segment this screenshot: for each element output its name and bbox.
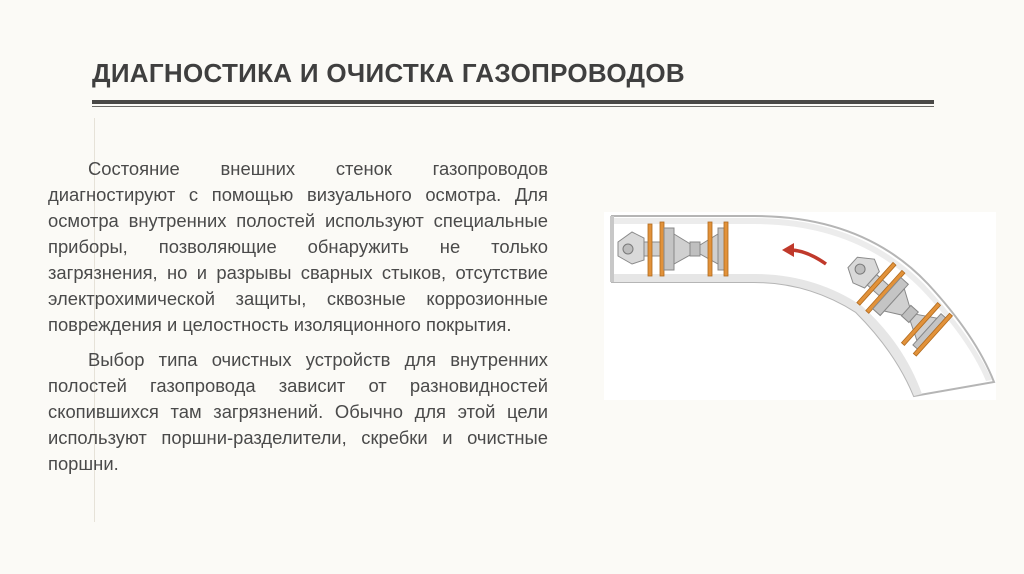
pipe-bend-icon [604,212,996,400]
page-title: ДИАГНОСТИКА И ОЧИСТКА ГАЗОПРОВОДОВ [92,58,685,88]
paragraph-cleaning: Выбор типа очистных устройств для внутренних полостей газопровода зависит от разновидностей скопившихся там загрязнений. Обычно для этой цели используют поршни-разделители, скребки и очистные поршни. [48,349,548,474]
paragraph-diagnostics: Состояние внешних стенок газопроводов диагностируют с помощью визуального осмотра. Для осмотра внутренних полостей используют специальные приборы, позволяющие обнаружить не только загрязнения, но и разрывы сварных стыков, отсутствие электрохимической защиты, сквозные коррозионные повреждения и целостность изоляционного покрытия. [48,158,548,335]
body-text [48,156,548,486]
pipeline-pig-illustration [604,212,996,400]
title-underline-thin [92,106,934,107]
title-underline-thick [92,100,934,104]
